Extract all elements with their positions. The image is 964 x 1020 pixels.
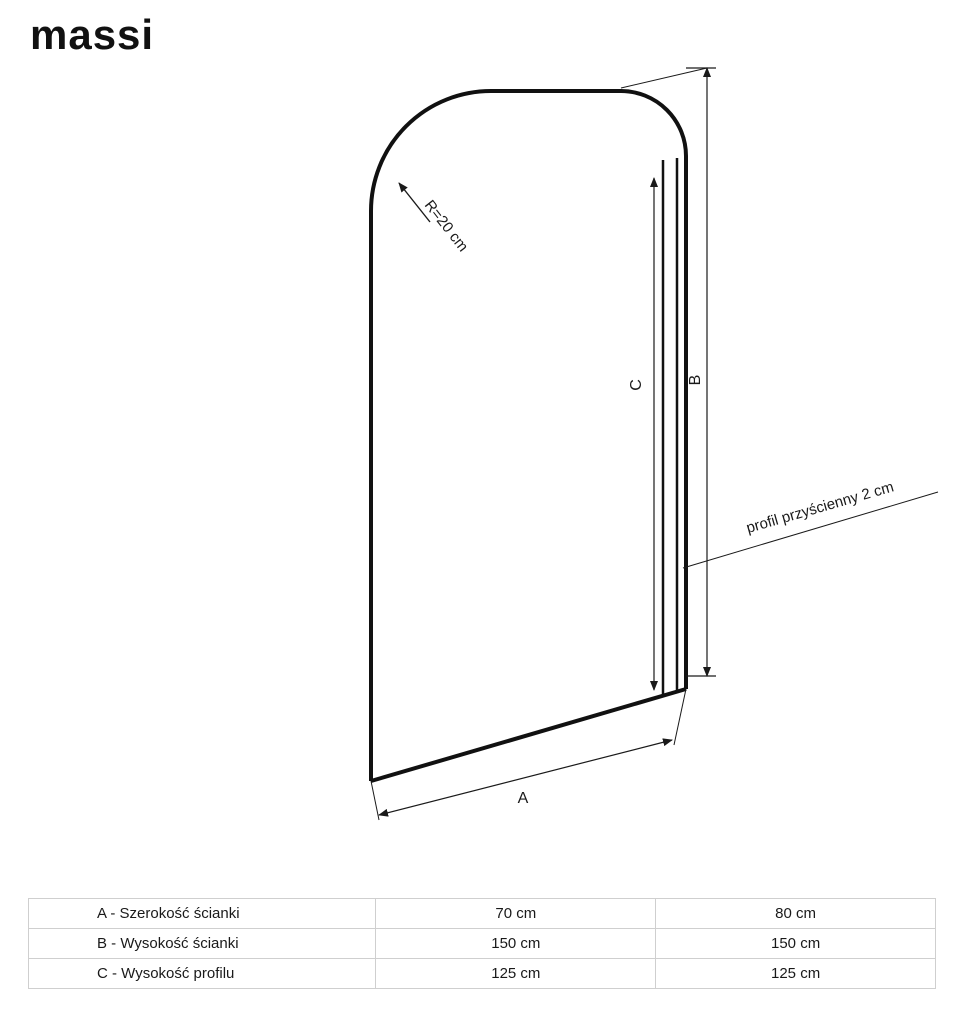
panel-outline bbox=[371, 91, 686, 781]
dimension-b-top-leader bbox=[621, 68, 707, 88]
dimension-a-right-leader bbox=[674, 689, 686, 745]
dimension-b-label: B bbox=[687, 374, 704, 386]
row-label: B - Wysokość ścianki bbox=[29, 929, 376, 959]
panel-bottom-edge bbox=[371, 689, 686, 781]
dimension-a-left-leader bbox=[371, 781, 379, 820]
dimension-c-label: C bbox=[628, 379, 645, 391]
table-row bbox=[29, 959, 936, 989]
dimensions-table bbox=[28, 898, 936, 989]
row-value-variant-1: 70 cm bbox=[376, 899, 656, 929]
profile-callout-label: profil przyścienny 2 cm bbox=[744, 478, 896, 537]
row-value-variant-2: 150 cm bbox=[656, 929, 936, 959]
radius-label: R=20 cm bbox=[420, 196, 472, 256]
row-label: A - Szerokość ścianki bbox=[29, 899, 376, 929]
brand-logo: massi bbox=[30, 11, 155, 58]
row-value-variant-2: 80 cm bbox=[656, 899, 936, 929]
row-value-variant-2: 125 cm bbox=[656, 959, 936, 989]
dimension-a-label: A bbox=[517, 790, 529, 807]
table-row bbox=[29, 899, 936, 929]
radius-leader-line bbox=[399, 183, 430, 222]
table-row bbox=[29, 929, 936, 959]
row-value-variant-1: 150 cm bbox=[376, 929, 656, 959]
row-label: C - Wysokość profilu bbox=[29, 959, 376, 989]
row-value-variant-1: 125 cm bbox=[376, 959, 656, 989]
